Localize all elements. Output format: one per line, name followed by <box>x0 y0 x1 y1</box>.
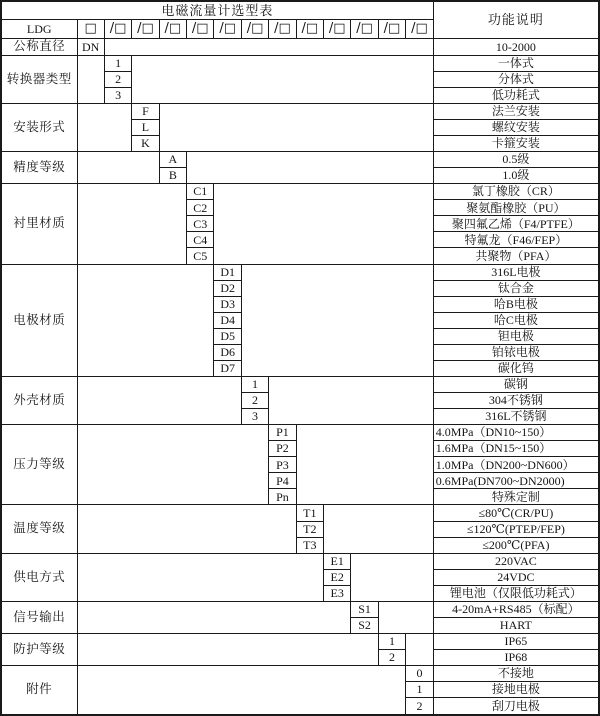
code-cell: D4 <box>214 312 241 328</box>
code-cell: 3 <box>241 409 268 425</box>
category-label-installation: 安装形式 <box>1 103 77 151</box>
category-label-pressure: 压力等级 <box>1 425 77 505</box>
code-cell: D6 <box>214 344 241 360</box>
code-cell: P3 <box>269 457 296 473</box>
description-cell: 一体式 <box>433 55 599 71</box>
filler-cell <box>77 601 351 633</box>
model-code-box-7: /□ <box>269 20 296 39</box>
code-cell: D5 <box>214 328 241 344</box>
description-cell: 1.0MPa（DN200~DN600） <box>433 457 599 473</box>
description-cell: 10-2000 <box>433 39 599 56</box>
filler-cell <box>77 55 104 103</box>
code-cell: D1 <box>214 264 241 280</box>
description-cell: 哈C电极 <box>433 312 599 328</box>
description-cell: 分体式 <box>433 71 599 87</box>
category-label-diameter: 公称直径 <box>1 39 77 56</box>
category-label-electrode: 电极材质 <box>1 264 77 376</box>
code-cell: 0 <box>406 666 434 682</box>
filler-cell <box>159 103 433 151</box>
description-cell: 钽电极 <box>433 328 599 344</box>
description-cell: 法兰安装 <box>433 103 599 119</box>
filler-cell <box>77 103 132 151</box>
description-cell: 特殊定制 <box>433 489 599 505</box>
model-code-box-5: /□ <box>214 20 241 39</box>
filler-cell <box>77 264 214 376</box>
description-cell: 1.6MPa（DN15~150） <box>433 441 599 457</box>
model-code-box-10: /□ <box>351 20 378 39</box>
description-cell: 24VDC <box>433 569 599 585</box>
code-cell: L <box>132 119 159 135</box>
description-cell: 卡箍安装 <box>433 136 599 152</box>
code-cell: E3 <box>324 585 351 601</box>
filler-cell <box>77 376 241 424</box>
description-cell: 316L不锈钢 <box>433 409 599 425</box>
code-cell: 1 <box>241 376 268 392</box>
code-cell: E2 <box>324 569 351 585</box>
model-prefix: LDG <box>1 20 77 39</box>
description-cell: 碳钢 <box>433 376 599 392</box>
filler-cell <box>77 184 187 264</box>
description-cell: 4-20mA+RS485（标配） <box>433 601 599 617</box>
category-label-accessories: 附件 <box>1 666 77 715</box>
code-cell: 1 <box>406 682 434 698</box>
code-cell: P2 <box>269 441 296 457</box>
description-cell: 不接地 <box>433 666 599 682</box>
description-cell: 接地电极 <box>433 682 599 698</box>
code-cell: F <box>132 103 159 119</box>
description-cell: 220VAC <box>433 553 599 569</box>
code-cell: T1 <box>296 505 323 521</box>
description-cell: 特氟龙（F46/FEP） <box>433 232 599 248</box>
filler-cell <box>406 633 434 665</box>
category-label-protection: 防护等级 <box>1 633 77 665</box>
description-cell: 聚氨酯橡胶（PU） <box>433 200 599 216</box>
code-cell: C3 <box>187 216 214 232</box>
code-cell: D7 <box>214 360 241 376</box>
function-column-header: 功能说明 <box>433 1 599 39</box>
description-cell: 4.0MPa（DN10~150） <box>433 425 599 441</box>
model-code-box-6: /□ <box>241 20 268 39</box>
description-cell: 低功耗式 <box>433 87 599 103</box>
filler-cell <box>214 184 433 264</box>
code-cell: T2 <box>296 521 323 537</box>
filler-cell <box>269 376 434 424</box>
description-cell: 铂铱电极 <box>433 344 599 360</box>
code-cell: DN <box>77 39 104 56</box>
description-cell: 碳化钨 <box>433 360 599 376</box>
code-cell: C1 <box>187 184 214 200</box>
description-cell: 氯丁橡胶（CR） <box>433 184 599 200</box>
filler-cell <box>241 264 433 376</box>
description-cell: 304不锈钢 <box>433 393 599 409</box>
filler-cell <box>187 152 434 184</box>
category-label-lining: 衬里材质 <box>1 184 77 264</box>
code-cell: C4 <box>187 232 214 248</box>
category-label-converter-type: 转换器类型 <box>1 55 77 103</box>
category-label-power-supply: 供电方式 <box>1 553 77 601</box>
code-cell: 2 <box>241 393 268 409</box>
code-cell: S1 <box>351 601 378 617</box>
model-code-box-0: □ <box>77 20 104 39</box>
code-cell: S2 <box>351 617 378 633</box>
code-cell: A <box>159 152 186 168</box>
filler-cell <box>132 55 434 103</box>
filler-cell <box>104 39 433 56</box>
model-code-box-2: /□ <box>132 20 159 39</box>
description-cell: 聚四氟乙烯（F4/PTFE） <box>433 216 599 232</box>
code-cell: D3 <box>214 296 241 312</box>
code-cell: 1 <box>104 55 131 71</box>
category-label-temperature: 温度等级 <box>1 505 77 553</box>
description-cell: 316L电极 <box>433 264 599 280</box>
description-cell: IP65 <box>433 633 599 649</box>
model-code-box-11: /□ <box>378 20 405 39</box>
model-code-box-8: /□ <box>296 20 323 39</box>
model-code-box-12: /□ <box>406 20 434 39</box>
code-cell: D2 <box>214 280 241 296</box>
code-cell: K <box>132 136 159 152</box>
code-cell: E1 <box>324 553 351 569</box>
code-cell: B <box>159 168 186 184</box>
code-cell: 3 <box>104 87 131 103</box>
filler-cell <box>77 505 296 553</box>
code-cell: C2 <box>187 200 214 216</box>
description-cell: 哈B电极 <box>433 296 599 312</box>
category-label-signal-output: 信号输出 <box>1 601 77 633</box>
model-code-box-3: /□ <box>159 20 186 39</box>
page-title: 电磁流量计选型表 <box>1 1 433 20</box>
code-cell: 2 <box>378 650 405 666</box>
description-cell: ≤200℃(PFA) <box>433 537 599 553</box>
filler-cell <box>77 425 269 505</box>
filler-cell <box>77 553 324 601</box>
description-cell: ≤80℃(CR/PU) <box>433 505 599 521</box>
filler-cell <box>77 666 406 715</box>
model-code-box-1: /□ <box>104 20 131 39</box>
description-cell: 0.5级 <box>433 152 599 168</box>
filler-cell <box>351 553 433 601</box>
code-cell: 2 <box>406 698 434 715</box>
filler-cell <box>378 601 433 633</box>
description-cell: ≤120℃(PTEP/FEP) <box>433 521 599 537</box>
filler-cell <box>324 505 434 553</box>
model-code-box-9: /□ <box>324 20 351 39</box>
filler-cell <box>296 425 433 505</box>
description-cell: 共聚物（PFA） <box>433 248 599 264</box>
code-cell: T3 <box>296 537 323 553</box>
description-cell: 螺纹安装 <box>433 119 599 135</box>
model-code-box-4: /□ <box>187 20 214 39</box>
code-cell: 2 <box>104 71 131 87</box>
category-label-accuracy: 精度等级 <box>1 152 77 184</box>
code-cell: P1 <box>269 425 296 441</box>
description-cell: 锂电池（仅限低功耗式） <box>433 585 599 601</box>
category-label-housing: 外壳材质 <box>1 376 77 424</box>
filler-cell <box>77 633 378 665</box>
code-cell: P4 <box>269 473 296 489</box>
description-cell: 1.0级 <box>433 168 599 184</box>
description-cell: 钛合金 <box>433 280 599 296</box>
description-cell: HART <box>433 617 599 633</box>
description-cell: 刮刀电极 <box>433 698 599 715</box>
code-cell: 1 <box>378 633 405 649</box>
code-cell: C5 <box>187 248 214 264</box>
code-cell: Pn <box>269 489 296 505</box>
description-cell: IP68 <box>433 650 599 666</box>
filler-cell <box>77 152 159 184</box>
description-cell: 0.6MPa(DN700~DN2000) <box>433 473 599 489</box>
